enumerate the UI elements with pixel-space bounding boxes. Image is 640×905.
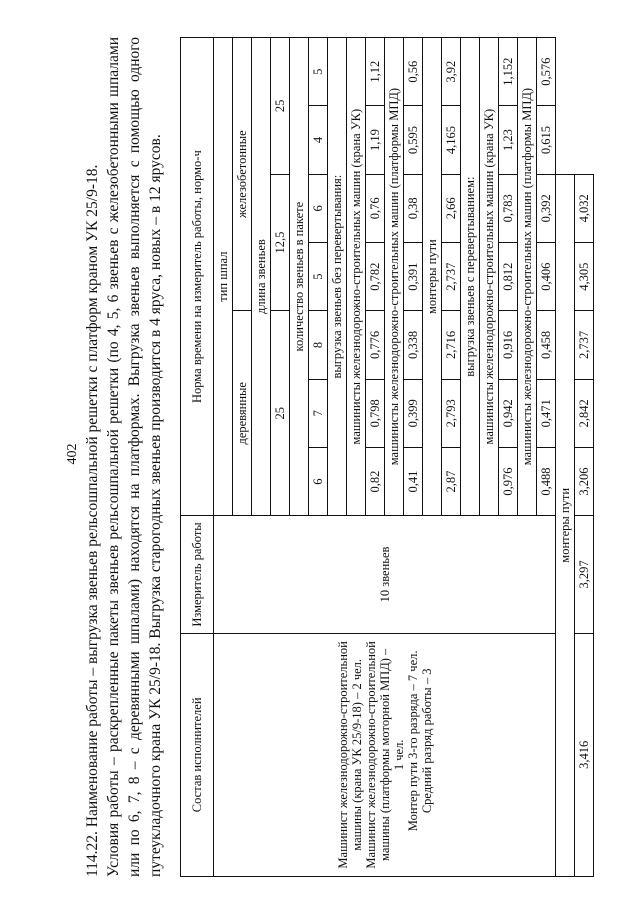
norm-value-cell: 0,406 — [537, 243, 556, 311]
length-concrete-25: 25 — [271, 38, 290, 175]
links-count-cell: 6 — [309, 447, 328, 515]
section-title: выгрузка звеньев с перевертыванием: — [461, 38, 480, 516]
role-label: машинисты железнодорожно-строительных машин (крана УК) — [480, 38, 499, 516]
norm-value-cell: 2,716 — [442, 311, 461, 379]
norm-value-cell: 0,615 — [537, 106, 556, 174]
norm-value-cell: 0,976 — [499, 447, 518, 515]
norm-value-cell: 0,812 — [499, 243, 518, 311]
norm-value-cell: 0,783 — [499, 174, 518, 242]
role-label: монтеры пути — [556, 174, 575, 876]
norm-value-cell: 0,798 — [366, 379, 385, 447]
norm-value-cell: 0,56 — [404, 38, 423, 106]
norm-value-cell: 0,782 — [366, 243, 385, 311]
norm-value-cell: 0,76 — [366, 174, 385, 242]
norm-value-cell: 2,737 — [575, 311, 594, 379]
norm-value-cell: 2,793 — [442, 379, 461, 447]
norm-value-cell: 3,297 — [575, 516, 594, 633]
length-wood: 25 — [271, 311, 290, 516]
norm-value-cell: 1,23 — [499, 106, 518, 174]
links-count-cell: 4 — [309, 106, 328, 174]
tie-type-label: тип шпал — [214, 38, 233, 516]
crew-line: Машинист железнодорожно-строительной — [363, 641, 378, 869]
norm-value-cell: 4,032 — [575, 174, 594, 242]
norm-value-cell: 0,471 — [537, 379, 556, 447]
work-conditions: Условия работы – раскрепленные пакеты звеньев рельсошпальной решетки (по 4, 5, 6 звеньев с железобетонными шпалами или по 6, 7, 8 – с деревянными шпалами) находятся на платформах. Выгрузка звеньев выполняется с помощью одного путеукладочного крана УК 25/9-18. Выгрузка старогодных звеньев производится в 4 яруса, новых – в 12 ярусов. — [105, 37, 164, 877]
norm-value-cell: 0,942 — [499, 379, 518, 447]
norm-value-cell: 3,206 — [575, 447, 594, 515]
norm-value-cell: 1,12 — [366, 38, 385, 106]
header-norm: Норма времени на измеритель работы, нормо-ч — [181, 38, 214, 516]
links-count-cell: 6 — [309, 174, 328, 242]
role-label: машинисты железнодорожно-строительных машин (платформы МПД) — [518, 38, 537, 516]
work-description — [82, 37, 166, 877]
norm-value-cell: 2,737 — [442, 243, 461, 311]
crew-line: Монтер пути 3-го разряда – 7 чел. — [405, 650, 420, 832]
rotated-page-content — [82, 37, 591, 877]
length-concrete-12-5: 12,5 — [271, 174, 290, 311]
norm-value-cell: 2,842 — [575, 379, 594, 447]
norm-value-cell: 0,595 — [404, 106, 423, 174]
norm-value-cell: 1,19 — [366, 106, 385, 174]
role-label: машинисты железнодорожно-строительных машин (платформы МПД) — [385, 38, 404, 516]
role-label: монтеры пути — [423, 38, 442, 516]
norm-value-cell: 0,776 — [366, 311, 385, 379]
norm-value-cell: 0,916 — [499, 311, 518, 379]
header-unit: Измеритель работы — [181, 516, 214, 633]
count-label: количество звеньев в пакете — [290, 38, 309, 516]
norm-value-cell: 1,152 — [499, 38, 518, 106]
role-label-row — [556, 38, 575, 877]
links-count-cell: 7 — [309, 379, 328, 447]
crew-line: 1 чел. — [391, 739, 406, 771]
norm-value-cell: 0,488 — [537, 447, 556, 515]
crew-line: машины (крана УК 25/9-18) – 2 чел. — [349, 658, 364, 851]
norm-value-cell: 0,391 — [404, 243, 423, 311]
tie-wood: деревянные — [233, 311, 252, 516]
norm-value-cell: 3,416 — [575, 633, 594, 876]
norm-value-cell: 4,305 — [575, 243, 594, 311]
norm-value-cell: 0,399 — [404, 379, 423, 447]
norm-value-cell: 4,165 — [442, 106, 461, 174]
crew-line: Машинист железнодорожно-строительной — [335, 641, 350, 869]
role-label: машинисты железнодорожно-строительных машин (крана УК) — [347, 38, 366, 516]
unit-value: 10 звеньев — [214, 516, 556, 633]
links-count-cell: 5 — [309, 38, 328, 106]
header-crew: Состав исполнителей — [181, 633, 214, 876]
norm-value-cell: 0,82 — [366, 447, 385, 515]
norm-values-row — [575, 38, 594, 877]
links-count-cell: 8 — [309, 311, 328, 379]
norm-value-cell: 0,338 — [404, 311, 423, 379]
links-count-cell: 5 — [309, 243, 328, 311]
time-norms-table — [180, 37, 594, 877]
norm-value-cell: 0,576 — [537, 38, 556, 106]
crew-composition — [214, 633, 556, 876]
link-length-label: длина звеньев — [252, 38, 271, 516]
tie-concrete: железобетонные — [233, 38, 252, 311]
norm-value-cell: 0,458 — [537, 311, 556, 379]
norm-value-cell: 0,41 — [404, 447, 423, 515]
work-title: 114.22. Наименование работы – выгрузка звеньев рельсошпальной решетки с платформ краном УК 25/9-18. — [84, 164, 101, 877]
norm-value-cell: 3,92 — [442, 38, 461, 106]
norm-value-cell: 2,66 — [442, 174, 461, 242]
crew-line: машины (платформы моторной МПД) – — [377, 648, 392, 861]
page-number: 402 — [65, 443, 80, 465]
section-title: выгрузка звеньев без перевертывания: — [328, 38, 347, 516]
norm-value-cell: 2,87 — [442, 447, 461, 515]
crew-line: Средний разряд работы – 3 — [419, 668, 434, 814]
norm-value-cell: 0,38 — [404, 174, 423, 242]
norm-value-cell: 0,392 — [537, 174, 556, 242]
